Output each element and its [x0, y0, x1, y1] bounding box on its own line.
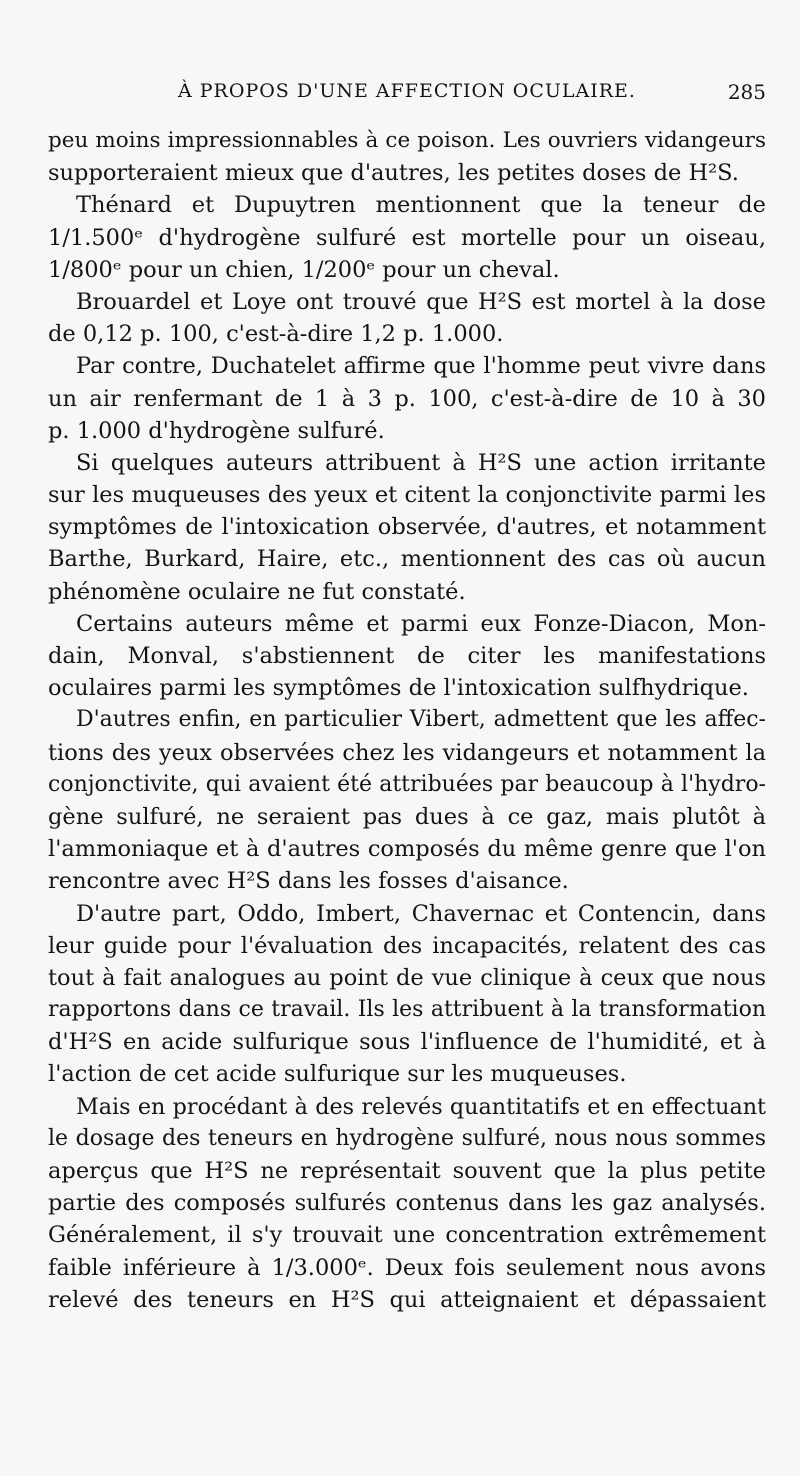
text-line: phénomène oculaire ne fut constaté.	[48, 578, 466, 605]
text-line: Barthe, Burkard, Haire, etc., mentionnent des cas où aucun	[48, 546, 766, 573]
text-line: d'H²S en acide sulfurique sous l'influence de l'humidité, et à	[48, 1029, 766, 1056]
text-line: symptômes de l'intoxication observée, d'autres, et notamment	[48, 514, 766, 541]
text-line: l'ammoniaque et à d'autres composés du même genre que l'on	[48, 836, 766, 863]
text-line: 1/800ᵉ pour un chien, 1/200ᵉ pour un cheval.	[48, 256, 560, 283]
text-line: le dosage des teneurs en hydrogène sulfuré, nous nous sommes	[48, 1125, 766, 1151]
text-line: Si quelques auteurs attribuent à H²S une action irritante	[76, 449, 766, 476]
text-line: gène sulfuré, ne seraient pas dues à ce gaz, mais plutôt à	[48, 803, 766, 830]
text-line: p. 1.000 d'hydrogène sulfuré.	[48, 417, 385, 444]
running-head	[48, 80, 766, 110]
text-line: 1/1.500ᵉ d'hydrogène sulfuré est mortelle pour un oiseau,	[48, 224, 766, 251]
text-line: tions des yeux observées chez les vidangeurs et notamment la	[48, 739, 766, 766]
text-line: rapportons dans ce travail. Ils les attribuent à la transformation	[48, 997, 766, 1023]
text-line: rencontre avec H²S dans les fosses d'aisance.	[48, 868, 569, 895]
text-line: peu moins impressionnables à ce poison. Les ouvriers vidangeurs	[48, 128, 766, 153]
running-title: À PROPOS D'UNE AFFECTION OCULAIRE.	[178, 80, 636, 102]
text-line: Brouardel et Loye ont trouvé que H²S est mortel à la dose	[76, 288, 766, 315]
page-number: 285	[727, 80, 766, 104]
text-line: oculaires parmi les symptômes de l'intoxication sulfhydrique.	[48, 675, 749, 702]
text-line: l'action de cet acide sulfurique sur les muqueuses.	[48, 1061, 627, 1088]
text-line: faible inférieure à 1/3.000ᵉ. Deux fois seulement nous avons	[48, 1254, 766, 1281]
text-line: Par contre, Duchatelet affirme que l'homme peut vivre dans	[76, 353, 766, 380]
text-line: leur guide pour l'évaluation des incapacités, relatent des cas	[48, 932, 766, 959]
text-line: un air renfermant de 1 à 3 p. 100, c'est-à-dire de 10 à 30	[48, 385, 766, 412]
text-line: aperçus que H²S ne représentait souvent que la plus petite	[48, 1158, 766, 1184]
text-line: relevé des teneurs en H²S qui atteignaient et dépassaient	[48, 1286, 766, 1313]
text-line: dain, Monval, s'abstiennent de citer les manifestations	[48, 643, 766, 669]
text-line: de 0,12 p. 100, c'est-à-dire 1,2 p. 1.000.	[48, 321, 504, 348]
text-line: partie des composés sulfurés contenus dans les gaz analysés.	[48, 1190, 766, 1217]
body-text	[48, 125, 766, 1316]
text-line: supporteraient mieux que d'autres, les petites doses de H²S.	[48, 160, 739, 187]
text-line: sur les muqueuses des yeux et citent la conjonctivite parmi les	[48, 482, 766, 509]
text-line: D'autres enfin, en particulier Vibert, admettent que les affec-	[76, 707, 766, 733]
text-line: D'autre part, Oddo, Imbert, Chavernac et Contencin, dans	[76, 900, 766, 927]
text-line: Thénard et Dupuytren mentionnent que la teneur de	[76, 192, 766, 219]
text-line: conjonctivite, qui avaient été attribuées par beaucoup à l'hydro-	[48, 771, 766, 797]
text-line: tout à fait analogues au point de vue clinique à ceux que nous	[48, 964, 766, 991]
text-line: Généralement, il s'y trouvait une concentration extrêmement	[48, 1222, 766, 1249]
text-line: Mais en procédant à des relevés quantitatifs et en effectuant	[76, 1093, 766, 1120]
text-line: Certains auteurs même et parmi eux Fonze-Diacon, Mon-	[76, 610, 766, 637]
